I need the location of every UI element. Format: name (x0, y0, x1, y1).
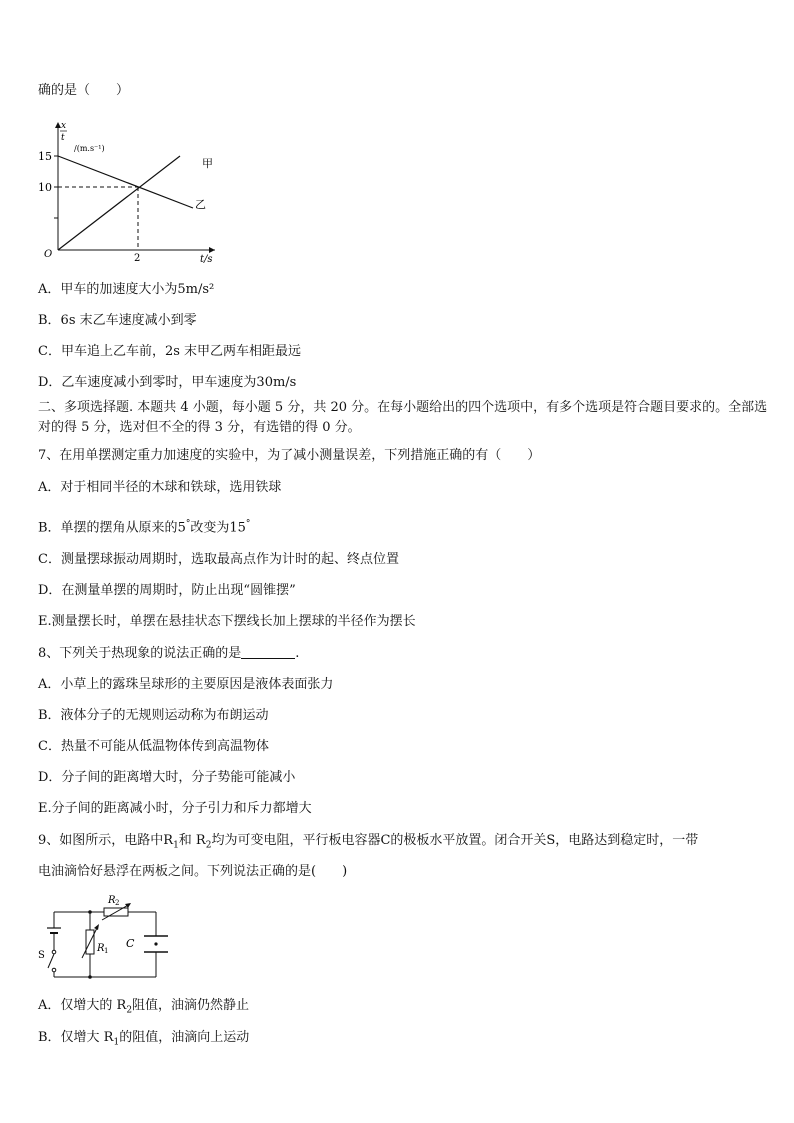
y-tick-10: 10 (38, 181, 52, 194)
q9-option-a-part: A．仅增大的 R (38, 998, 127, 1013)
subscript: 2 (126, 1005, 133, 1016)
answer-blank (241, 646, 295, 659)
x-tick-2: 2 (134, 253, 141, 264)
circuit-diagram (34, 890, 170, 986)
y-unit: /(m.s⁻¹) (74, 144, 105, 153)
q8-option-d: D．分子间的距离增大时，分子势能可能减小 (38, 770, 296, 785)
r2-subscript: 2 (115, 899, 120, 907)
y-label-num: x (61, 121, 67, 131)
q8-option-b: B．液体分子的无规则运动称为布朗运动 (38, 708, 269, 723)
subscript: 1 (173, 840, 179, 851)
q6-option-c: C．甲车追上乙车前，2s 末甲乙两车相距最远 (38, 344, 302, 359)
q7-angle1: 5 (177, 520, 186, 536)
q9-stem-part: 和 R (178, 833, 206, 848)
q9-option-a-part: 阻值，油滴仍然静止 (132, 998, 250, 1013)
q9-option-b (38, 1030, 249, 1051)
q8-stem-text: 8、下列关于热现象的说法正确的是 (38, 646, 242, 661)
q8-option-c: C．热量不可能从低温物体传到高温物体 (38, 739, 269, 754)
q8-option-e: E.分子间的距离减小时，分子引力和斥力都增大 (38, 801, 312, 816)
origin-label: O (44, 249, 53, 260)
switch-label: S (38, 950, 45, 961)
q7-angle2: 15 (229, 520, 246, 536)
y-tick-15: 15 (38, 150, 52, 163)
section2-heading: 二、多项选择题. 本题共 4 小题，每小题 5 分，共 20 分。在每小题给出的四个选项中，有多个选项是符合题目要求的。全部选对的得 5 分，选对但不全的得 3 分，有选错的得 0 分。 (38, 400, 768, 435)
q9-stem-part: 9、如图所示，电路中R (38, 833, 174, 848)
x-label: t/s (200, 254, 213, 264)
y-label-den: t (61, 133, 65, 143)
q6-option-d: D．乙车速度减小到零时，甲车速度为30m/s (38, 375, 297, 390)
q8-option-a: A．小草上的露珠呈球形的主要原因是液体表面张力 (38, 677, 334, 692)
q7-option-e: E.测量摆长时，单摆在悬挂状态下摆线长加上摆球的半径作为摆长 (38, 614, 416, 629)
q6-option-b: B．6s 末乙车速度减小到零 (38, 313, 197, 328)
q9-option-b-part: B．仅增大 R (38, 1030, 114, 1045)
q7-option-a: A．对于相同半径的木球和铁球，选用铁球 (38, 480, 282, 495)
velocity-time-graph (30, 118, 230, 264)
r1-label: R (97, 943, 105, 954)
degree-mark: ° (185, 519, 191, 529)
q6-stem-tail: 确的是（ ） (38, 83, 130, 98)
q7-option-b-pre: B．单摆的摆角从原来的 (38, 520, 178, 536)
q8-stem (38, 646, 299, 662)
q7-option-d: D．在测量单摆的周期时，防止出现“圆锥摆” (38, 583, 296, 598)
degree-mark: ° (245, 519, 251, 529)
q7-option-b-mid: 改变为 (190, 520, 230, 536)
q9-option-b-part: 的阻值，油滴向上运动 (119, 1030, 250, 1045)
q7-option-b (38, 516, 250, 536)
subscript: 1 (113, 1037, 120, 1048)
r2-label: R (108, 895, 116, 906)
line-jia-label: 甲 (202, 157, 213, 170)
q8-stem-end: . (295, 646, 300, 661)
capacitor-label: C (126, 937, 135, 950)
q7-stem: 7、在用单摆测定重力加速度的实验中，为了减小测量误差，下列措施正确的有（ ） (38, 448, 541, 463)
r1-subscript: 1 (104, 947, 109, 955)
q9-stem-line2: 电油滴恰好悬浮在两板之间。下列说法正确的是( ) (38, 864, 348, 879)
q7-option-c: C．测量摆球振动周期时，选取最高点作为计时的起、终点位置 (38, 552, 399, 567)
q9-option-a (38, 998, 249, 1019)
q9-stem-line1 (38, 833, 698, 854)
q9-stem-part: 均为可变电阻，平行板电容器C的极板水平放置。闭合开关S，电路达到稳定时，一带 (211, 833, 699, 848)
subscript: 2 (205, 840, 212, 851)
line-yi-label: 乙 (195, 198, 206, 211)
q6-option-a: A．甲车的加速度大小为5m/s² (38, 282, 215, 297)
